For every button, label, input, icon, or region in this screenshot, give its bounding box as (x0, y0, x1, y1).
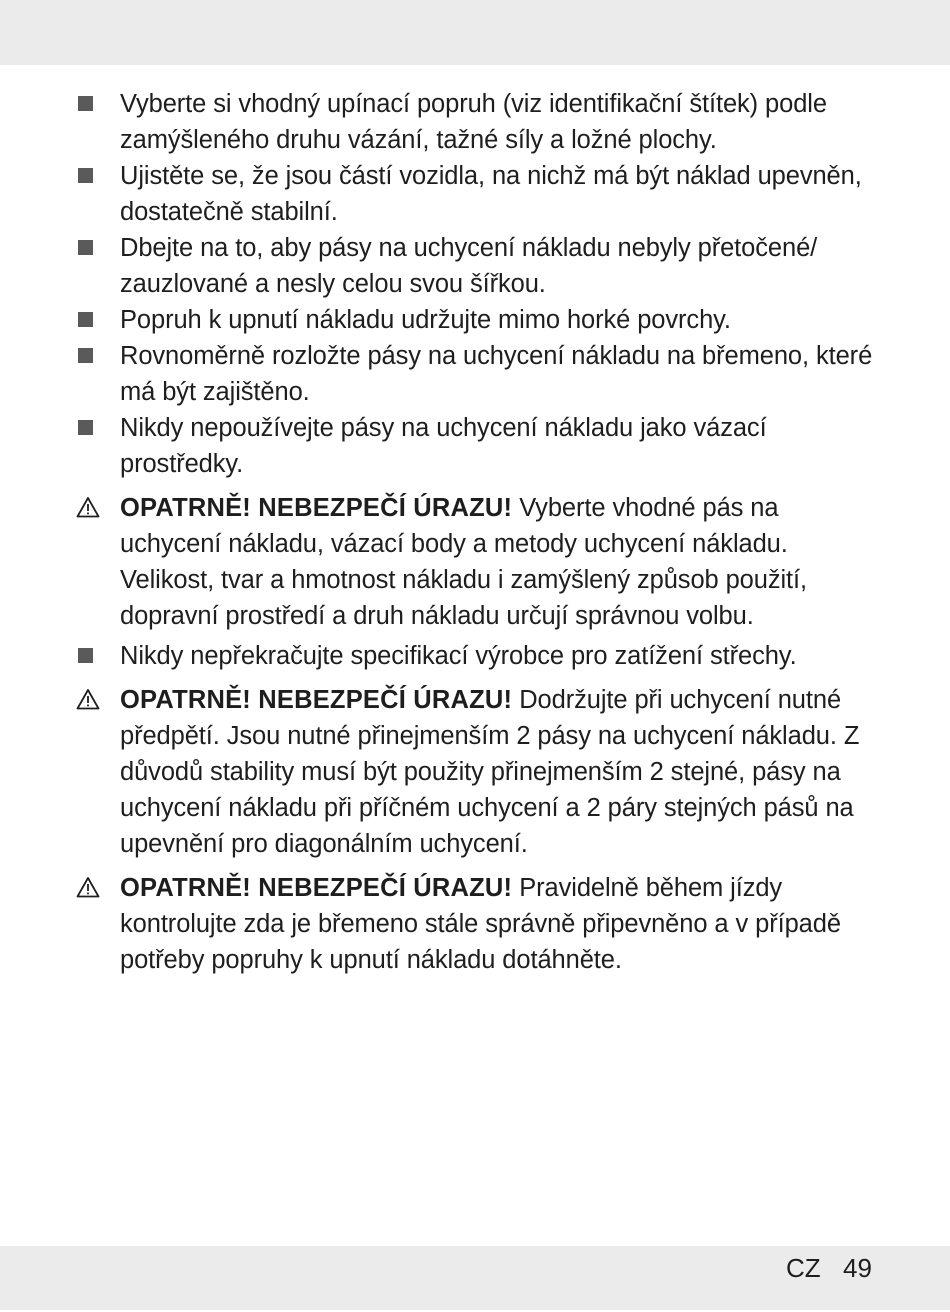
warning-item (76, 870, 876, 978)
list-item-text: Nikdy nepřekračujte specifikací výrobce pro zatížení střechy. (120, 642, 797, 670)
warning-item (76, 490, 876, 634)
square-bullet-icon (78, 240, 93, 255)
warning-triangle-icon (76, 496, 100, 518)
list-item (76, 86, 876, 158)
list-item-text: Popruh k upnutí nákladu udržujte mimo horké povrchy. (120, 306, 731, 334)
warning-triangle-icon (76, 688, 100, 710)
square-bullet-icon (78, 168, 93, 183)
square-bullet-icon (78, 348, 93, 363)
list-item (76, 158, 876, 230)
square-bullet-icon (78, 420, 93, 435)
instruction-list (76, 86, 876, 978)
list-item-text: Dbejte na to, aby pásy na uchycení nákladu nebyly přetočené/ zauzlované a nesly celou svou šířkou. (120, 234, 818, 298)
list-item-text: Ujistěte se, že jsou částí vozidla, na nichž má být náklad upevněn, dostatečně stabilní. (120, 162, 862, 226)
warning-item (76, 682, 876, 862)
footer-language-code: CZ (786, 1253, 821, 1283)
warning-label: OPATRNĚ! NEBEZPEČÍ ÚRAZU! (120, 686, 513, 714)
warning-text: Vyberte vhodné pás na uchycení nákladu, vázací body a metody uchycení nákladu. Velikost, tvar a hmotnost nákladu i zamýšlený způsob použití, dopravní prostředí a druh nákladu určují správnou volbu. (120, 494, 808, 630)
list-item-text: Nikdy nepoužívejte pásy na uchycení nákladu jako vázací prostředky. (120, 414, 767, 478)
list-item (76, 410, 876, 482)
square-bullet-icon (78, 312, 93, 327)
list-item-text: Vyberte si vhodný upínací popruh (viz identifikační štítek) podle zamýšleného druhu vázání, tažné síly a ložné plochy. (120, 90, 827, 154)
list-item (76, 638, 876, 674)
square-bullet-icon (78, 648, 93, 663)
square-bullet-icon (78, 96, 93, 111)
warning-triangle-icon (76, 876, 100, 898)
list-item (76, 230, 876, 302)
page-number: 49 (843, 1253, 872, 1283)
list-item (76, 338, 876, 410)
warning-text: Dodržujte při uchycení nutné předpětí. Jsou nutné přinejmenším 2 pásy na uchycení nákladu. Z důvodů stability musí být použity přinejmenším 2 stejné, pásy na uchycení nákladu při příčném uchycení a 2 páry stejných pásů na upevnění pro diagonálním uchycení. (120, 686, 860, 858)
list-item (76, 302, 876, 338)
header-band (0, 0, 950, 65)
warning-label: OPATRNĚ! NEBEZPEČÍ ÚRAZU! (120, 494, 513, 522)
list-item-text: Rovnoměrně rozložte pásy na uchycení nákladu na břemeno, které má být zajištěno. (120, 342, 873, 406)
warning-label: OPATRNĚ! NEBEZPEČÍ ÚRAZU! (120, 874, 513, 902)
warning-text: Pravidelně během jízdy kontrolujte zda je břemeno stále správně připevněno a v případě potřeby popruhy k upnutí nákladu dotáhněte. (120, 874, 841, 974)
